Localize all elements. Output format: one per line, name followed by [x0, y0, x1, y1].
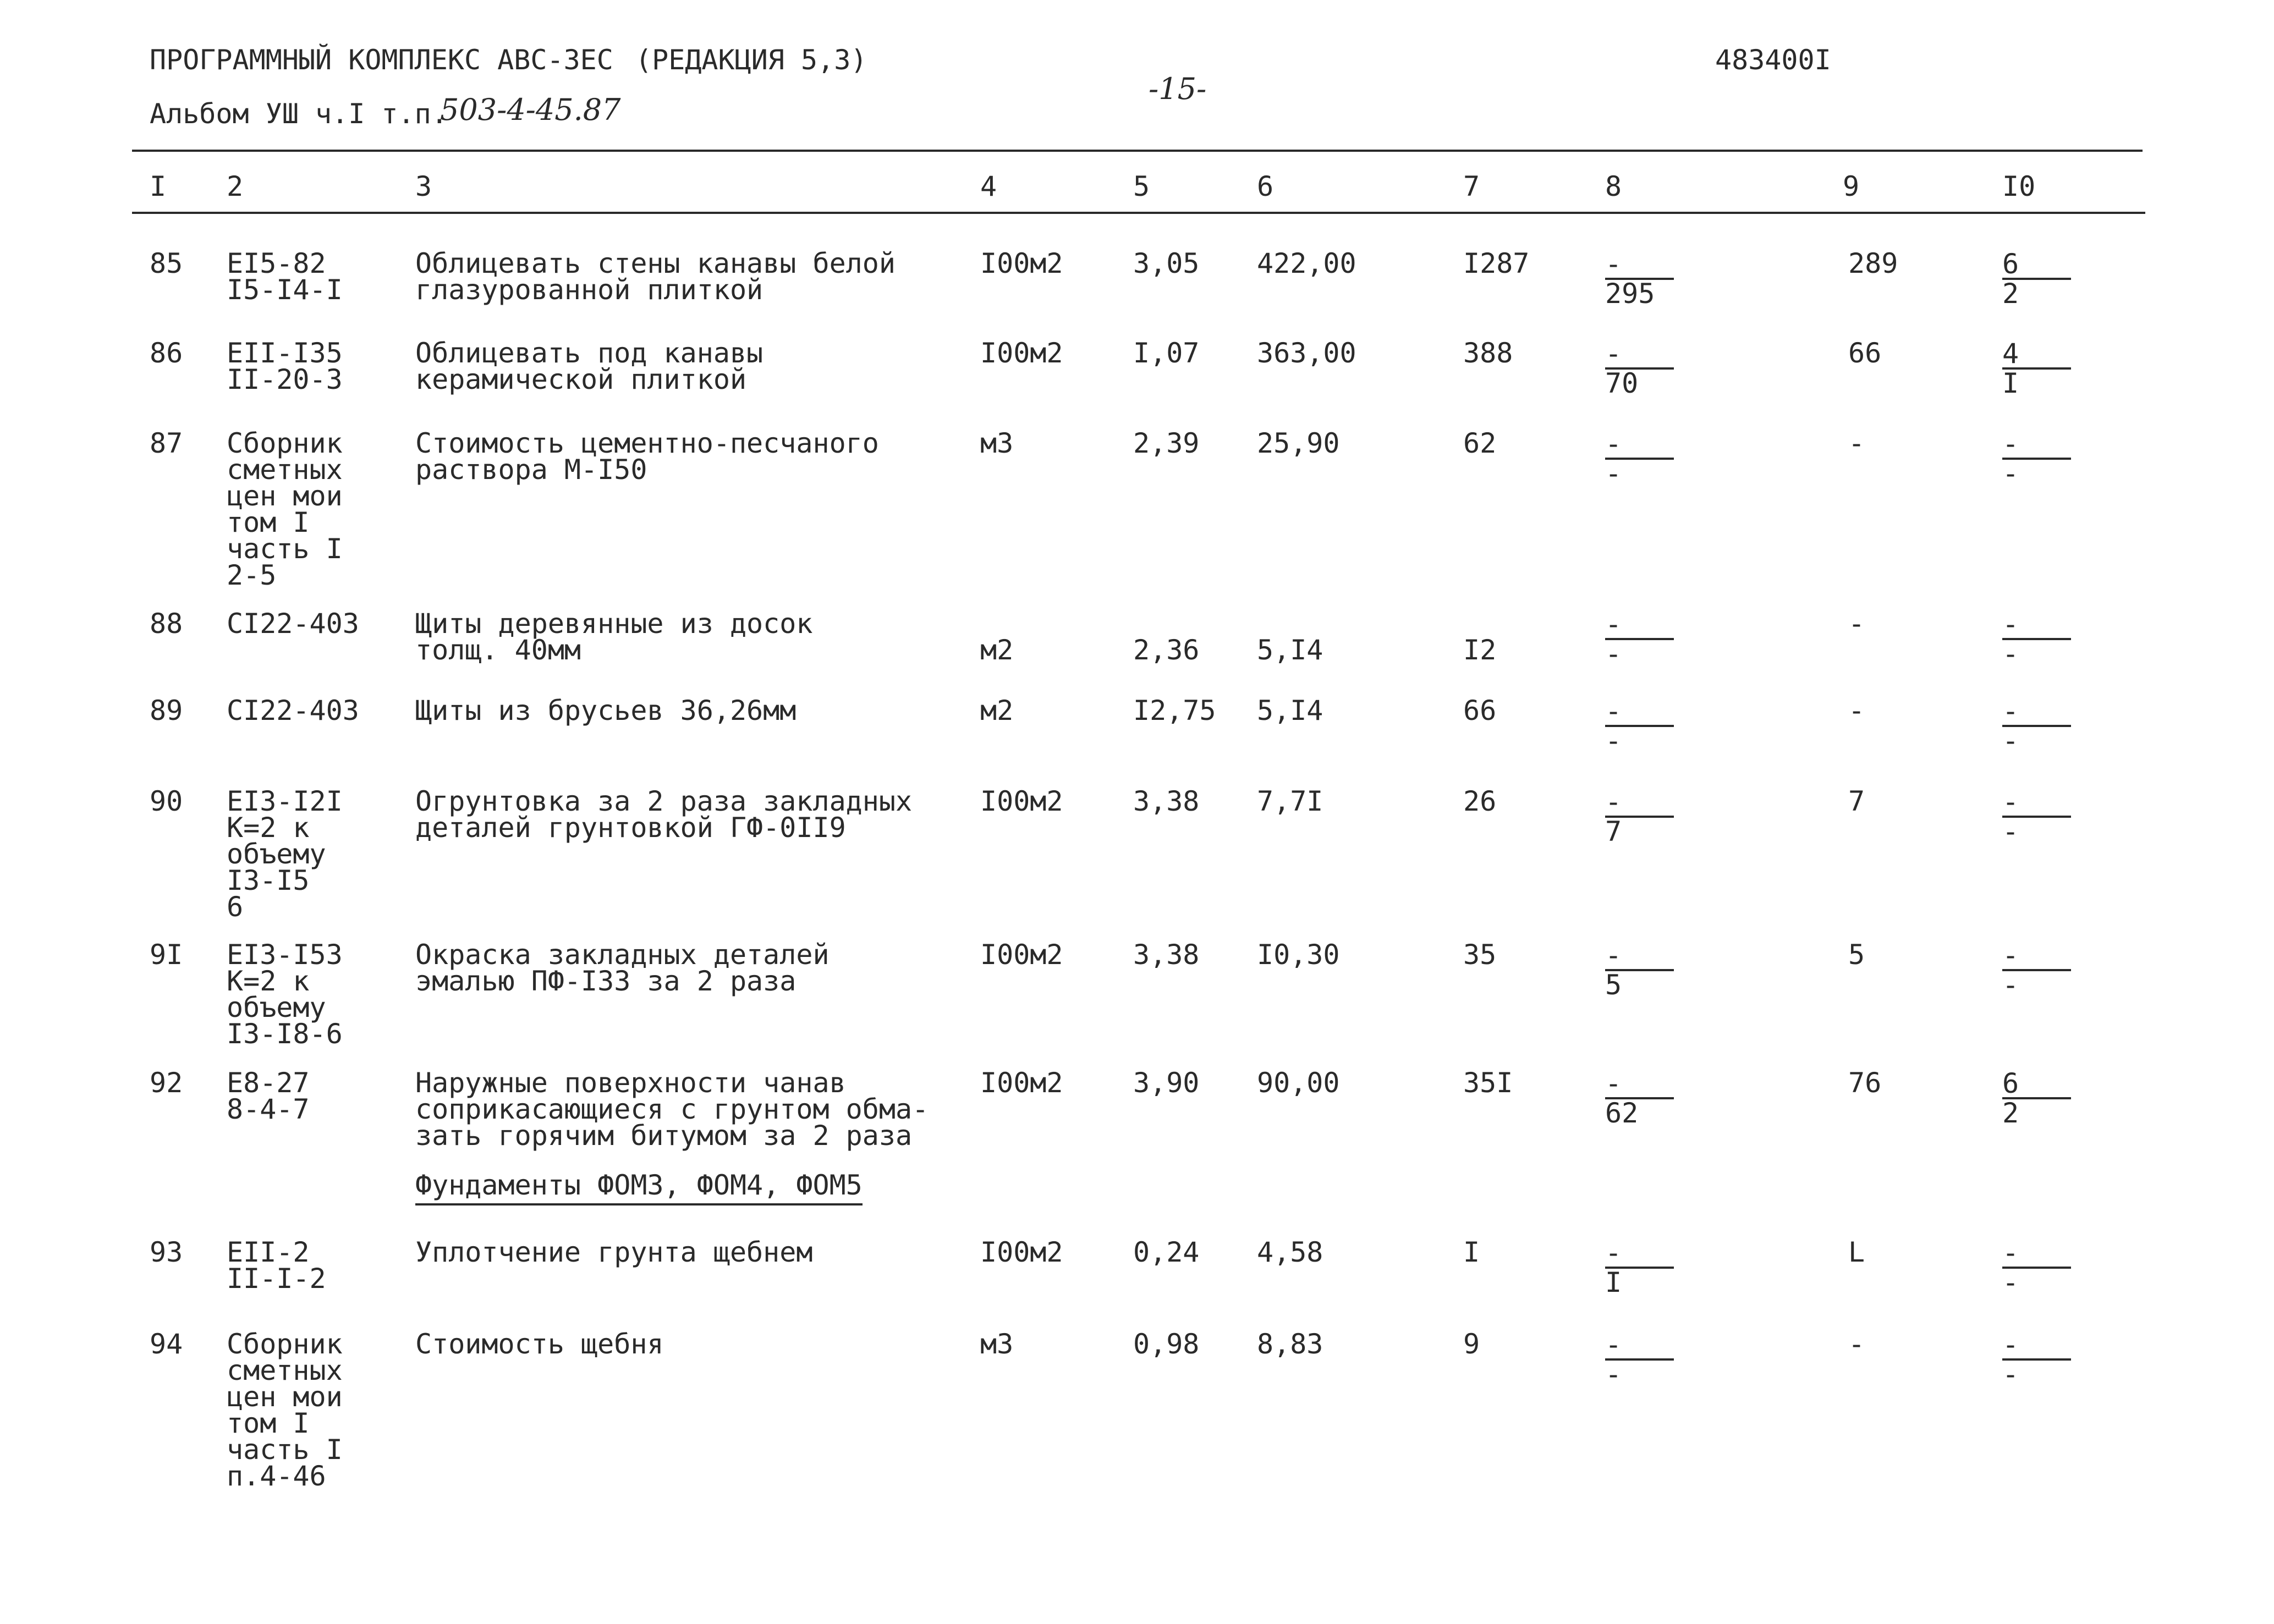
doc-number: 483400I [1715, 44, 1831, 76]
row-quantity: 0,24 [1133, 1236, 1200, 1268]
row-quantity: 2,39 [1133, 427, 1200, 459]
column-header-9: 9 [1843, 170, 1860, 202]
row-col10 [2002, 939, 2074, 1001]
row-col8-denominator: 70 [1605, 367, 1639, 399]
row-description: Стоимость щебня [415, 1328, 664, 1360]
row-col10-denominator: - [2002, 969, 2019, 1001]
edition-label: (РЕДАКЦИЯ 5,3) [635, 44, 867, 76]
row-quantity: 0,98 [1133, 1328, 1200, 1360]
row-col10 [2002, 1239, 2074, 1296]
row-col8-numerator: - [1605, 248, 1622, 280]
album-project: 503-4-45.87 [440, 92, 621, 127]
row-description: Наружные поверхности чанав соприкасающиеся с грунтом обма- зать горячим битумом за 2 раза [415, 1067, 929, 1152]
row-total: 9 [1463, 1328, 1480, 1360]
row-col10-numerator: - [2002, 608, 2019, 640]
row-col10-numerator: - [2002, 1329, 2019, 1361]
program-title: ПРОГРАММНЫЙ КОМПЛЕКС АВС-ЗЕС [150, 44, 613, 76]
row-number: 90 [150, 785, 183, 817]
album-prefix: Альбом УШ ч.I т.п. [150, 98, 448, 130]
row-price: 363,00 [1257, 337, 1356, 369]
row-total: 388 [1463, 337, 1513, 369]
row-unit: I00м2 [980, 1067, 1063, 1099]
row-price: 7,7I [1257, 785, 1323, 817]
header-rule-top [132, 150, 2143, 152]
row-price: 90,00 [1257, 1067, 1340, 1099]
row-code: CI22-403 [227, 608, 359, 640]
row-col9: 66 [1848, 337, 1882, 369]
row-col10-denominator: - [2002, 638, 2019, 670]
row-col8 [1605, 939, 1677, 1001]
row-unit: м3 [980, 427, 1014, 459]
row-quantity: 3,38 [1133, 939, 1200, 971]
row-col8-numerator: - [1605, 338, 1622, 370]
row-description: Облицевать стены канавы белой глазурованной плиткой [415, 247, 896, 306]
row-col9: 289 [1848, 247, 1898, 279]
row-col10 [2002, 340, 2074, 397]
row-price: 5,I4 [1257, 634, 1323, 666]
row-col10-numerator: - [2002, 695, 2019, 727]
row-description: Уплотчение грунта щебнем [415, 1236, 813, 1268]
row-col9: L [1848, 1236, 1865, 1268]
row-col10 [2002, 788, 2074, 845]
row-col8-numerator: - [1605, 786, 1622, 818]
row-col10-denominator: 2 [2002, 1097, 2019, 1129]
row-col8-numerator: - [1605, 939, 1622, 971]
row-code: Е8-27 8-4-7 [227, 1067, 310, 1125]
row-col10-numerator: - [2002, 1237, 2019, 1269]
row-price: 5,I4 [1257, 695, 1323, 726]
row-col10-numerator: - [2002, 428, 2019, 460]
row-col8-denominator: I [1605, 1267, 1622, 1298]
column-header-2: 2 [227, 170, 244, 202]
row-description: Щиты из брусьев 36,26мм [415, 695, 797, 726]
row-quantity: 3,05 [1133, 247, 1200, 279]
row-col8-numerator: - [1605, 695, 1622, 727]
row-col8 [1605, 788, 1677, 845]
row-code: ЕI5-82 I5-I4-I [227, 247, 343, 306]
row-number: 89 [150, 695, 183, 726]
row-col8 [1605, 1067, 1677, 1129]
row-code: CI22-403 [227, 695, 359, 726]
header-rule-bottom [132, 212, 2145, 214]
row-description: Облицевать под канавы керамической плиткой [415, 337, 764, 395]
column-header-10: I0 [2002, 170, 2036, 202]
row-code: Сборник сметных цен мои том I часть I п.4-46 [227, 1328, 343, 1492]
row-col10-denominator: I [2002, 367, 2019, 399]
row-unit: м3 [980, 1328, 1014, 1360]
row-number: 93 [150, 1236, 183, 1268]
row-total: 62 [1463, 427, 1497, 459]
row-quantity: 3,38 [1133, 785, 1200, 817]
row-col10-numerator: 6 [2002, 248, 2019, 280]
row-col10-denominator: - [2002, 1267, 2019, 1298]
row-col8-denominator: - [1605, 725, 1622, 757]
row-col8-numerator: - [1605, 1237, 1622, 1269]
row-col8-denominator: - [1605, 1358, 1622, 1390]
row-col9: - [1848, 608, 1865, 640]
row-total: I [1463, 1236, 1480, 1268]
row-col10-numerator: 6 [2002, 1067, 2019, 1099]
row-col8 [1605, 340, 1677, 397]
row-price: 25,90 [1257, 427, 1340, 459]
row-total: 66 [1463, 695, 1497, 726]
column-header-4: 4 [980, 170, 997, 202]
row-col10 [2002, 1331, 2074, 1388]
row-col9: 7 [1848, 785, 1865, 817]
row-quantity: I,07 [1133, 337, 1200, 369]
row-col8 [1605, 1239, 1677, 1296]
row-quantity: I2,75 [1133, 695, 1216, 726]
row-quantity: 3,90 [1133, 1067, 1200, 1099]
row-col10-denominator: 2 [2002, 278, 2019, 310]
row-col8-denominator: 7 [1605, 816, 1622, 847]
row-col9: - [1848, 427, 1865, 459]
row-price: I0,30 [1257, 939, 1340, 971]
page-number: -15- [1149, 71, 1207, 106]
row-col10 [2002, 248, 2074, 310]
row-unit: I00м2 [980, 247, 1063, 279]
row-code: Сборник сметных цен мои том I часть I 2-5 [227, 427, 343, 591]
row-col10-denominator: - [2002, 725, 2019, 757]
row-unit: I00м2 [980, 939, 1063, 971]
row-code: ЕI3-I2I К=2 к объему I3-I5 6 [227, 785, 343, 923]
row-unit: I00м2 [980, 337, 1063, 369]
row-code: ЕII-I35 II-20-3 [227, 337, 343, 395]
row-col9: 76 [1848, 1067, 1882, 1099]
row-total: 35I [1463, 1067, 1513, 1099]
row-number: 92 [150, 1067, 183, 1099]
column-header-1: I [150, 170, 167, 202]
column-header-7: 7 [1463, 170, 1480, 202]
column-header-8: 8 [1605, 170, 1622, 202]
row-col10-numerator: - [2002, 939, 2019, 971]
row-col9: - [1848, 1328, 1865, 1360]
row-col8-numerator: - [1605, 1329, 1622, 1361]
row-number: 87 [150, 427, 183, 459]
row-code: ЕII-2 II-I-2 [227, 1236, 326, 1295]
row-unit: I00м2 [980, 785, 1063, 817]
row-unit: I00м2 [980, 1236, 1063, 1268]
row-total: 35 [1463, 939, 1497, 971]
row-col10-numerator: 4 [2002, 338, 2019, 370]
row-col10-numerator: - [2002, 786, 2019, 818]
row-number: 9I [150, 939, 183, 971]
row-col10-denominator: - [2002, 458, 2019, 489]
row-col8-denominator: - [1605, 458, 1622, 489]
row-col9: 5 [1848, 939, 1865, 971]
column-header-5: 5 [1133, 170, 1150, 202]
row-col8-denominator: 5 [1605, 969, 1622, 1001]
column-header-3: 3 [415, 170, 432, 202]
row-description: Стоимость цементно-песчаного раствора М-I50 [415, 427, 879, 486]
row-col8-numerator: - [1605, 1067, 1622, 1099]
row-col8 [1605, 248, 1677, 310]
row-unit: м2 [980, 695, 1014, 726]
row-unit: м2 [980, 634, 1014, 666]
row-col8-numerator: - [1605, 608, 1622, 640]
row-col8 [1605, 610, 1677, 668]
row-col8 [1605, 1331, 1677, 1388]
row-col10 [2002, 610, 2074, 668]
column-header-6: 6 [1257, 170, 1274, 202]
row-description: Щиты деревянные из досок толщ. 40мм [415, 608, 813, 666]
row-price: 422,00 [1257, 247, 1356, 279]
row-number: 88 [150, 608, 183, 640]
row-col10 [2002, 1067, 2074, 1129]
row-col8-denominator: 295 [1605, 278, 1655, 310]
row-total: I2 [1463, 634, 1497, 666]
row-col9: - [1848, 695, 1865, 726]
row-col10 [2002, 430, 2074, 487]
row-col8 [1605, 697, 1677, 755]
row-description: Окраска закладных деталей эмалью ПФ-I33 за 2 раза [415, 939, 830, 997]
section-title: Фундаменты ФОМЗ, ФОМ4, ФОМ5 [415, 1171, 863, 1205]
row-col8 [1605, 430, 1677, 487]
row-quantity: 2,36 [1133, 634, 1200, 666]
row-col10 [2002, 697, 2074, 755]
row-number: 94 [150, 1328, 183, 1360]
row-number: 86 [150, 337, 183, 369]
row-col10-denominator: - [2002, 816, 2019, 847]
row-price: 8,83 [1257, 1328, 1323, 1360]
row-code: ЕI3-I53 К=2 к объему I3-I8-6 [227, 939, 343, 1050]
row-col8-denominator: 62 [1605, 1097, 1639, 1129]
row-description: Огрунтовка за 2 раза закладных деталей грунтовкой ГФ-0II9 [415, 785, 913, 844]
row-col10-denominator: - [2002, 1358, 2019, 1390]
row-number: 85 [150, 247, 183, 279]
row-col8-denominator: - [1605, 638, 1622, 670]
row-col8-numerator: - [1605, 428, 1622, 460]
row-price: 4,58 [1257, 1236, 1323, 1268]
row-total: I287 [1463, 247, 1530, 279]
row-total: 26 [1463, 785, 1497, 817]
